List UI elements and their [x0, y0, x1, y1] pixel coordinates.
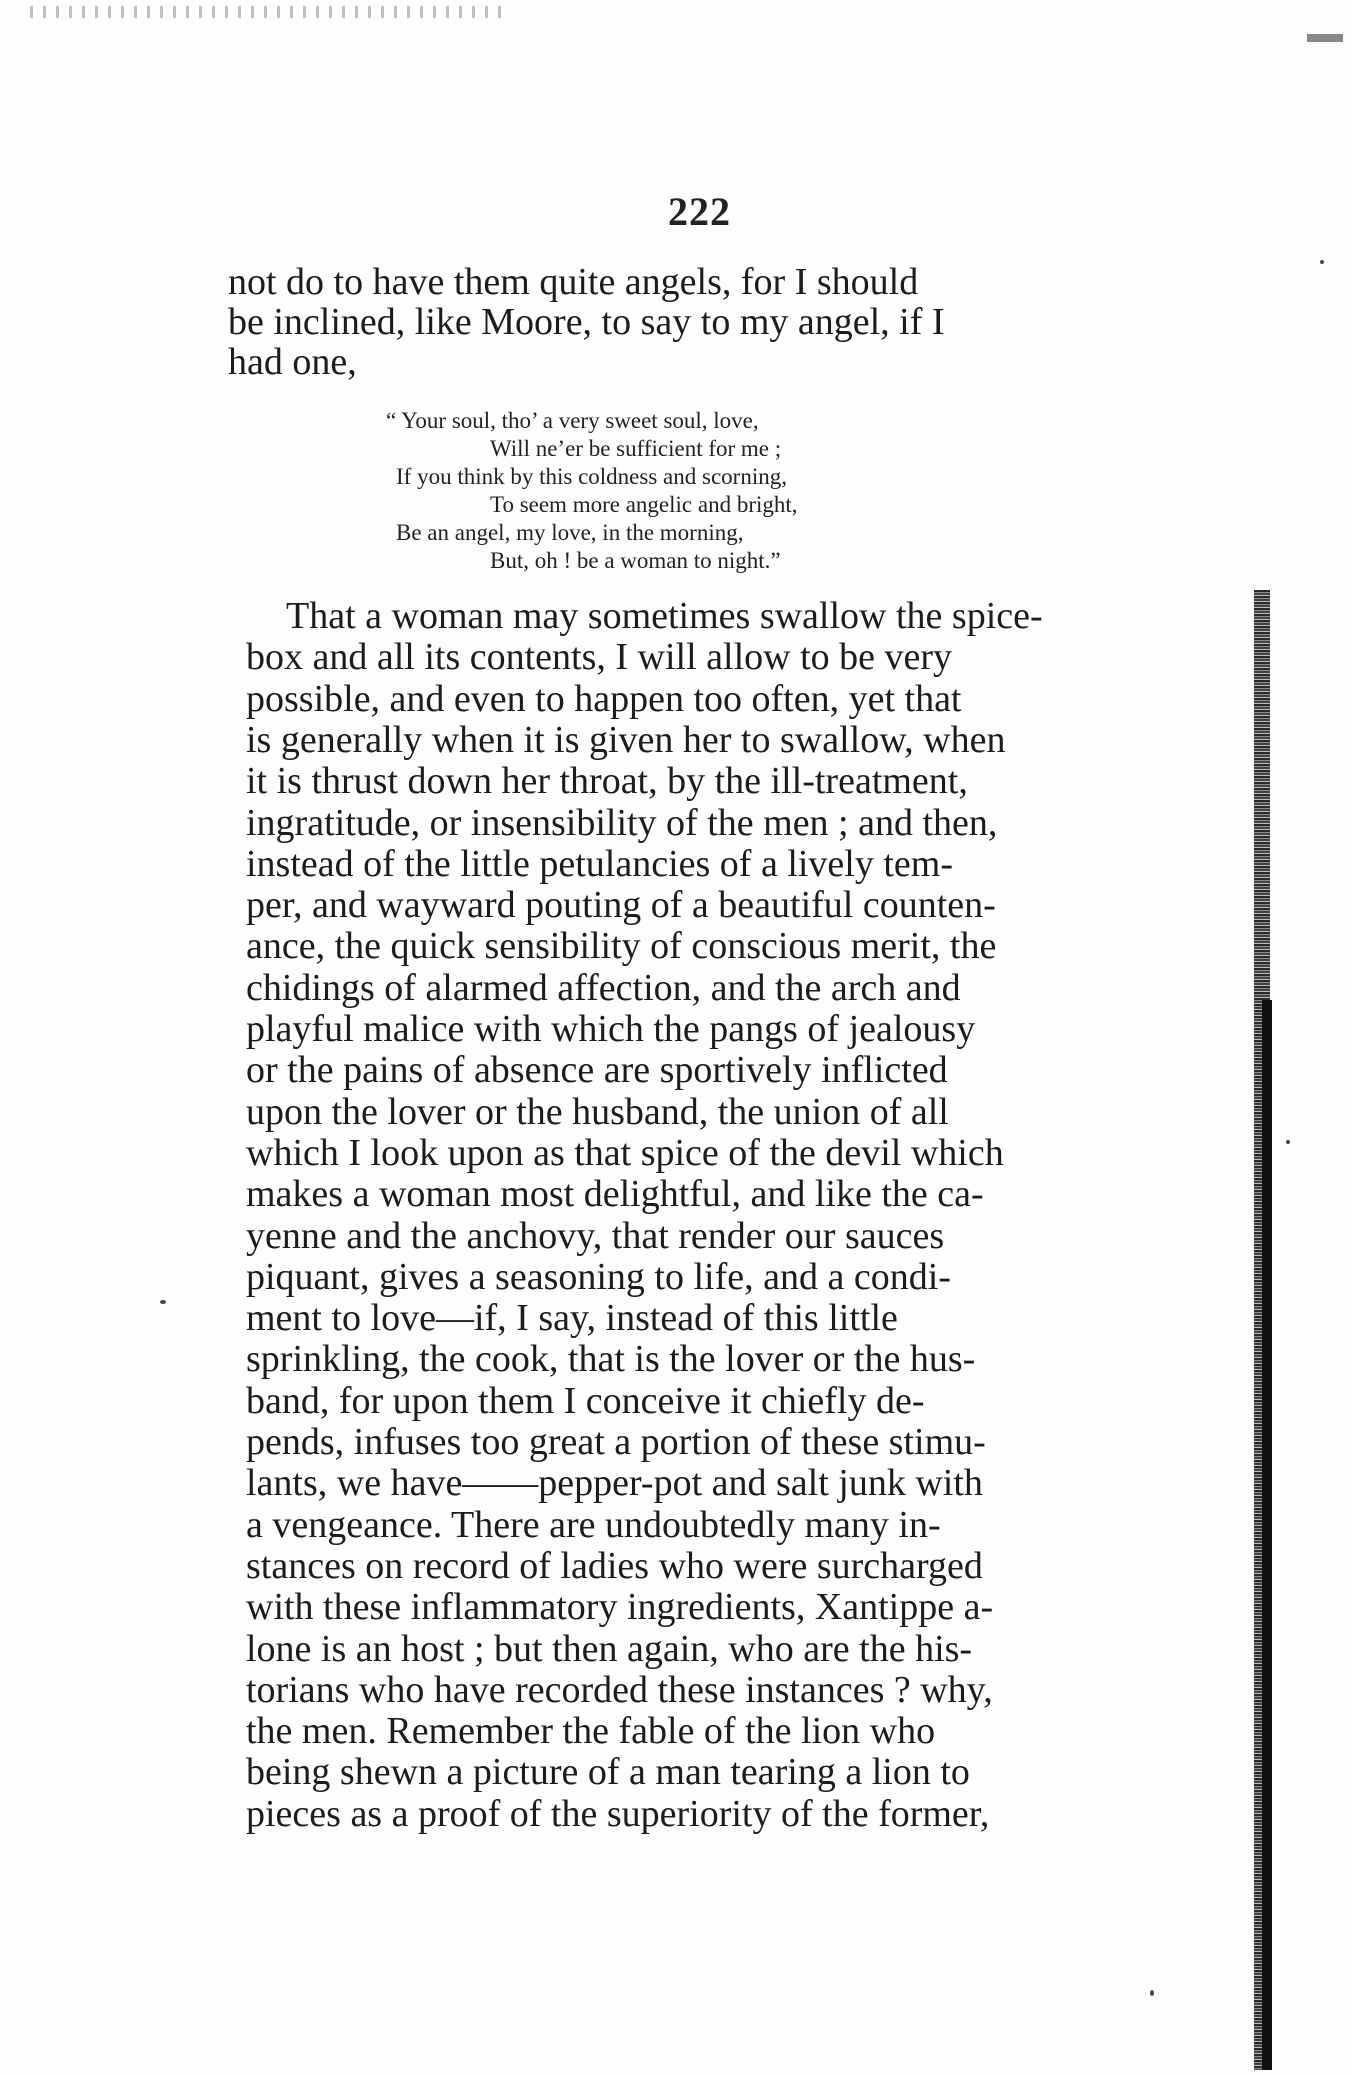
text-line: piquant, gives a seasoning to life, and a condi- — [246, 1255, 951, 1298]
text-line: ance, the quick sensibility of conscious merit, the — [246, 925, 997, 968]
text-line: torians who have recorded these instances ? why, — [246, 1668, 993, 1711]
text-line: per, and wayward pouting of a beautiful counten- — [246, 884, 996, 927]
scan-speck — [1320, 260, 1324, 264]
verse-line: Be an angel, my love, in the morning, — [396, 520, 744, 545]
text-line: That a woman may sometimes swallow the spice- — [286, 595, 1043, 637]
verse-line: “ Your soul, tho’ a very sweet soul, love, — [386, 408, 759, 433]
scan-speck — [1286, 1140, 1290, 1144]
page-number: 222 — [668, 189, 731, 234]
text-line: the men. Remember the fable of the lion who — [246, 1710, 936, 1753]
text-line: instead of the little petulancies of a lively tem- — [246, 842, 953, 885]
text-line: lants, we have——pepper-pot and salt junk with — [246, 1462, 983, 1505]
text-line: with these inflammatory ingredients, Xantippe a- — [246, 1586, 994, 1629]
text-line: ingratitude, or insensibility of the men ; and then, — [246, 801, 998, 844]
text-line: upon the lover or the husband, the union of all — [246, 1090, 949, 1133]
text-line: had one, — [228, 341, 357, 383]
text-line: band, for upon them I conceive it chiefly de- — [246, 1379, 925, 1422]
scan-noise-top — [30, 6, 510, 18]
text-line: chidings of alarmed affection, and the arch and — [246, 966, 961, 1009]
text-line: playful malice with which the pangs of jealousy — [246, 1008, 976, 1050]
binding-edge — [1262, 1000, 1272, 2070]
text-line: pieces as a proof of the superiority of the former, — [246, 1792, 990, 1835]
text-line: which I look upon as that spice of the devil which — [246, 1131, 1004, 1174]
verse-line: But, oh ! be a woman to night.” — [490, 548, 781, 573]
scan-speck — [1150, 1990, 1154, 1996]
text-line: a vengeance. There are undoubtedly many in- — [246, 1503, 941, 1546]
text-line: it is thrust down her throat, by the ill-treatment, — [246, 760, 968, 803]
text-line: being shewn a picture of a man tearing a lion to — [246, 1751, 970, 1794]
text-line: sprinkling, the cook, that is the lover or the hus- — [246, 1338, 976, 1381]
text-line: ment to love—if, I say, instead of this little — [246, 1297, 898, 1340]
verse-line: To seem more angelic and bright, — [490, 492, 798, 517]
verse-line: If you think by this coldness and scorning, — [396, 464, 787, 489]
text-line: lone is an host ; but then again, who are the his- — [246, 1627, 973, 1670]
text-line: is generally when it is given her to swallow, when — [246, 718, 1006, 761]
text-line: or the pains of absence are sportively inflicted — [246, 1049, 948, 1092]
text-line: yenne and the anchovy, that render our sauces — [246, 1214, 945, 1257]
scan-speck — [160, 1300, 166, 1304]
text-line: pends, infuses too great a portion of these stimu- — [246, 1421, 986, 1463]
text-line: box and all its contents, I will allow to be very — [246, 636, 953, 679]
verse-line: Will ne’er be sufficient for me ; — [490, 436, 782, 461]
scan-mark-top-right — [1307, 34, 1343, 42]
text-line: makes a woman most delightful, and like the ca- — [246, 1173, 984, 1216]
text-line: be inclined, like Moore, to say to my angel, if I — [228, 301, 945, 343]
text-line: stances on record of ladies who were surcharged — [246, 1544, 983, 1587]
text-line: possible, and even to happen too often, yet that — [246, 677, 962, 720]
text-line: not do to have them quite angels, for I should — [228, 261, 919, 303]
